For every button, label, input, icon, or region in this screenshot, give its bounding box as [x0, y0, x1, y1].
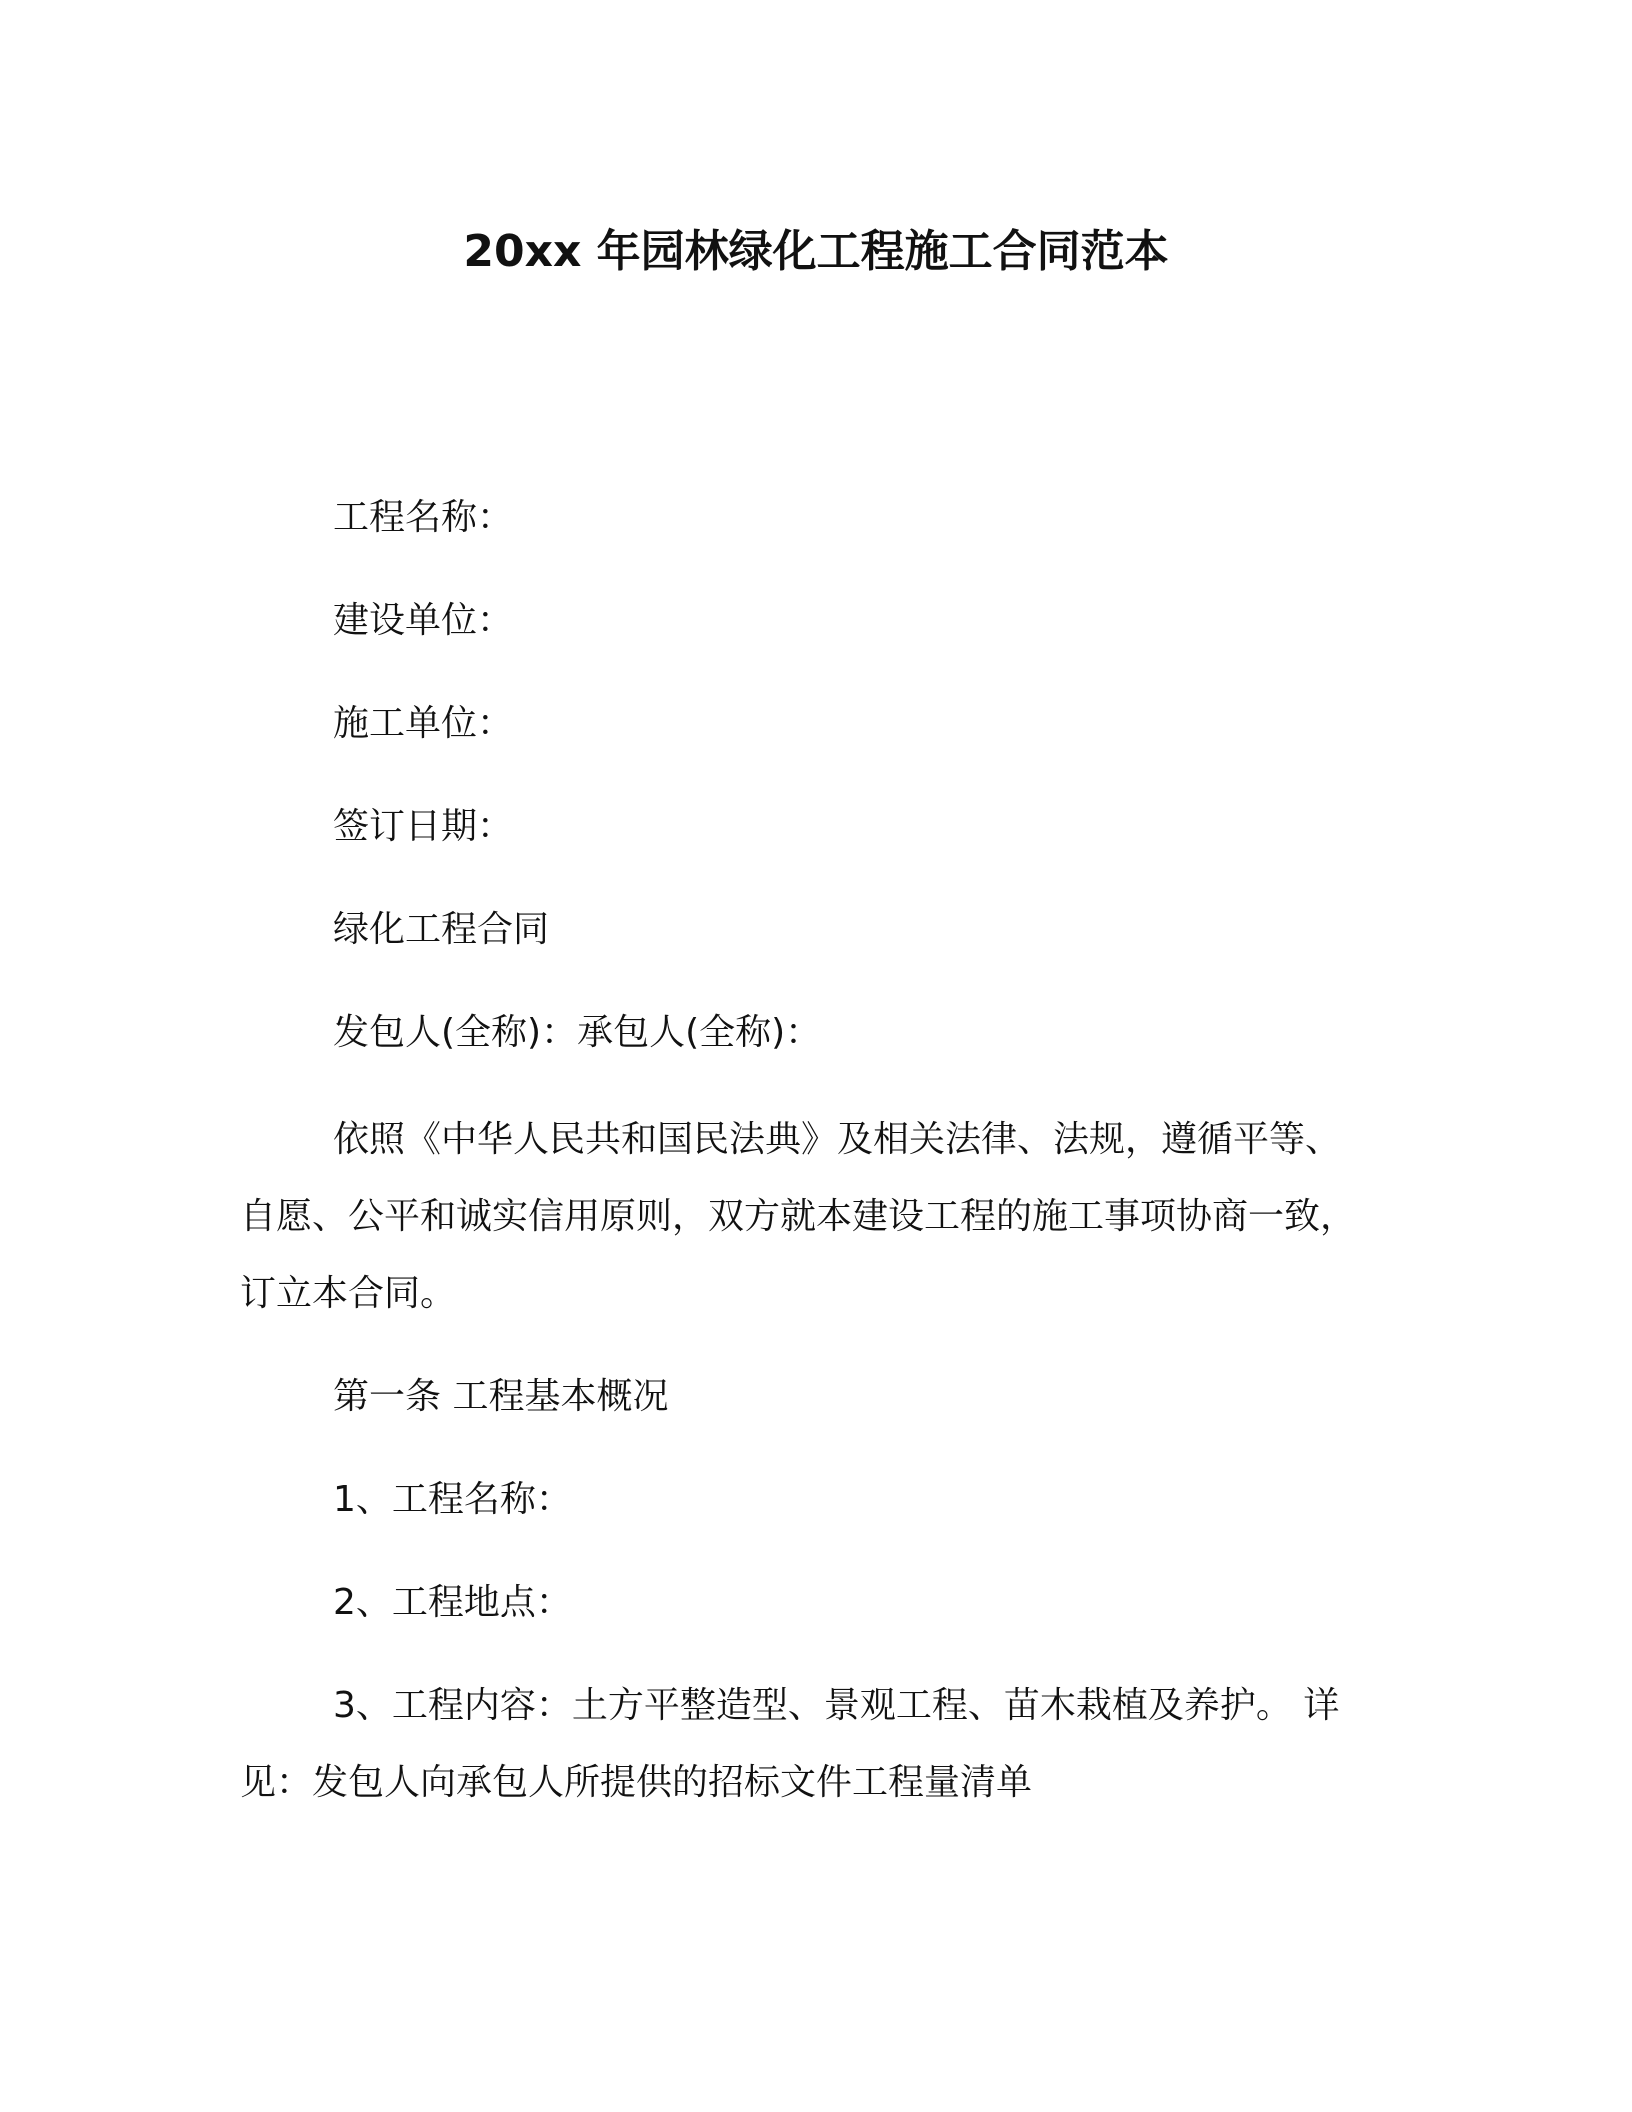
preamble-line-1: 依照《中华人民共和国民法典》及相关法律、法规，遵循平等、: [333, 1119, 1342, 1160]
article-1-heading: 第一条 工程基本概况: [333, 1376, 669, 1417]
construction-unit-field: 建设单位：: [333, 600, 514, 641]
article-1-item-1: 1、工程名称：: [333, 1479, 572, 1520]
signing-date-field: 签订日期：: [333, 806, 514, 847]
parties-line: 发包人(全称)：承包人(全称)：: [333, 1012, 822, 1053]
project-name-field: 工程名称：: [333, 497, 514, 538]
preamble-line-3: 订立本合同。: [240, 1273, 457, 1314]
article-1-item-3-line-2: 见：发包人向承包人所提供的招标文件工程量清单: [240, 1762, 1033, 1803]
contractor-unit-field: 施工单位：: [333, 703, 514, 744]
document-title: 20xx 年园林绿化工程施工合同范本: [463, 226, 1169, 277]
article-1-item-3-line-1: 3、工程内容：土方平整造型、景观工程、苗木栽植及养护。 详: [333, 1685, 1340, 1726]
preamble-line-2: 自愿、公平和诚实信用原则，双方就本建设工程的施工事项协商一致，: [240, 1196, 1357, 1237]
article-1-item-2: 2、工程地点：: [333, 1582, 572, 1623]
contract-heading: 绿化工程合同: [333, 909, 550, 950]
